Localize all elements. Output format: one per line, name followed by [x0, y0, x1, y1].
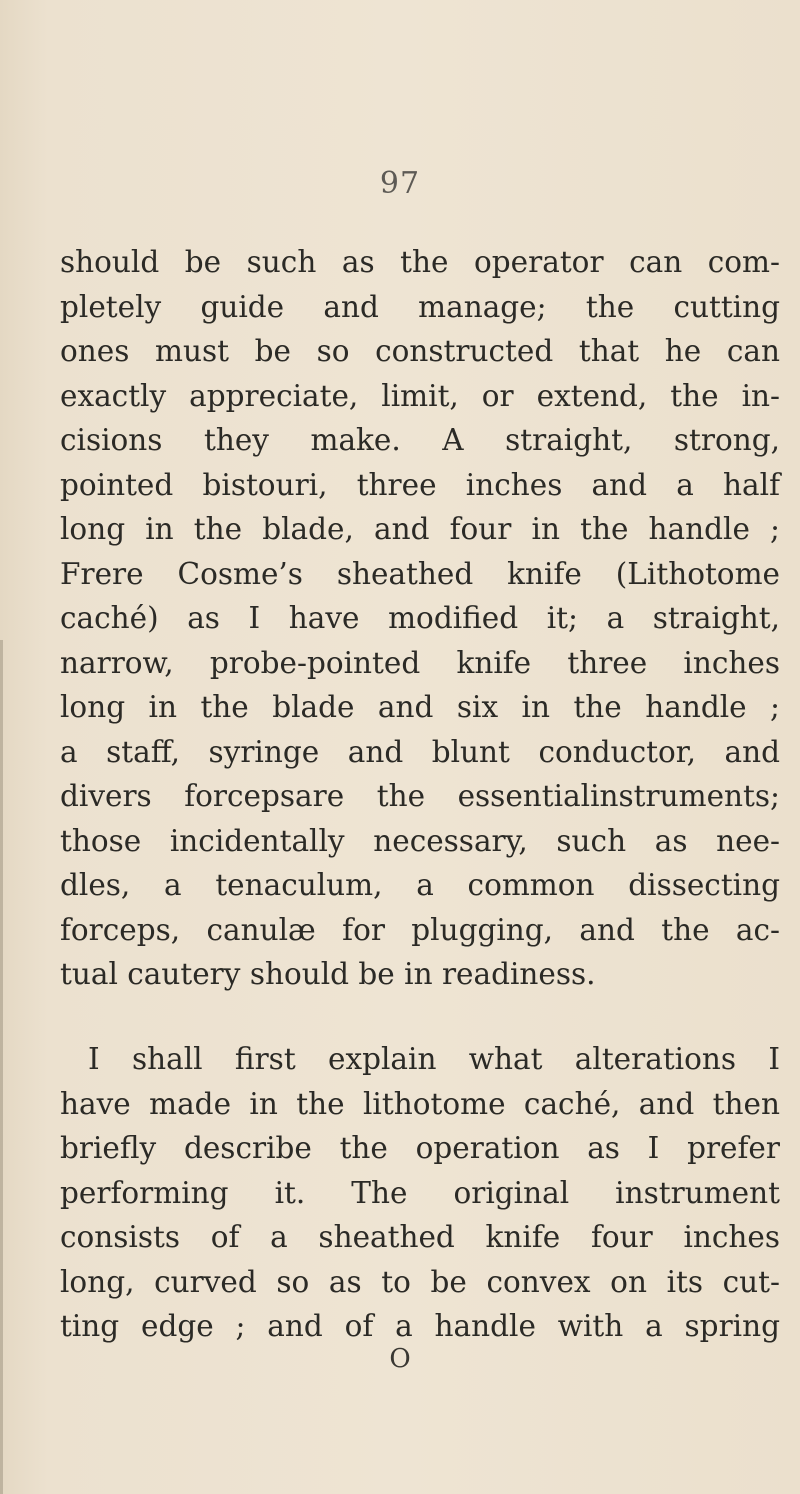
- page-number: 97: [379, 166, 421, 201]
- text-line: divers forcepsare the essentialinstruments;: [60, 779, 780, 813]
- paragraph-2: [60, 1037, 780, 1349]
- text-line: a staff, syringe and blunt conductor, and: [60, 734, 780, 769]
- text-line: dles, a tenaculum, a common dissecting: [60, 868, 780, 902]
- text-line: should be such as the operator can com-: [60, 245, 780, 279]
- text-line: briefly describe the operation as I prefer: [60, 1131, 780, 1165]
- text-line: those incidentally necessary, such as nee-: [60, 823, 780, 858]
- text-line: long, curved so as to be convex on its cut-: [60, 1264, 780, 1299]
- text-line: performing it. The original instrument: [60, 1175, 780, 1210]
- text-line: tual cautery should be in readiness.: [60, 957, 596, 991]
- text-line: have made in the lithotome caché, and then: [60, 1086, 780, 1121]
- text-line: ting edge ; and of a handle with a spring: [60, 1309, 780, 1343]
- text-line: I shall first explain what alterations I: [88, 1042, 780, 1076]
- text-line: cisions they make. A straight, strong,: [60, 423, 780, 457]
- text-line: pointed bistouri, three inches and a half: [60, 467, 780, 502]
- text-line: forceps, canulæ for plugging, and the ac-: [60, 912, 780, 947]
- text-line: long in the blade, and four in the handle ;: [60, 512, 780, 546]
- text-line: pletely guide and manage; the cutting: [60, 289, 780, 324]
- text-line: narrow, probe-pointed knife three inches: [60, 645, 780, 680]
- signature-mark: O: [389, 1344, 411, 1374]
- text-line: consists of a sheathed knife four inches: [60, 1220, 780, 1254]
- text-line: ones must be so constructed that he can: [60, 334, 780, 368]
- text-line: caché) as I have modified it; a straight,: [60, 601, 780, 635]
- text-line: exactly appreciate, limit, or extend, the in-: [60, 378, 780, 413]
- paragraph-1: [60, 240, 780, 997]
- text-line: long in the blade and six in the handle ;: [60, 690, 780, 724]
- text-line: Frere Cosme’s sheathed knife (Lithotome: [60, 556, 780, 591]
